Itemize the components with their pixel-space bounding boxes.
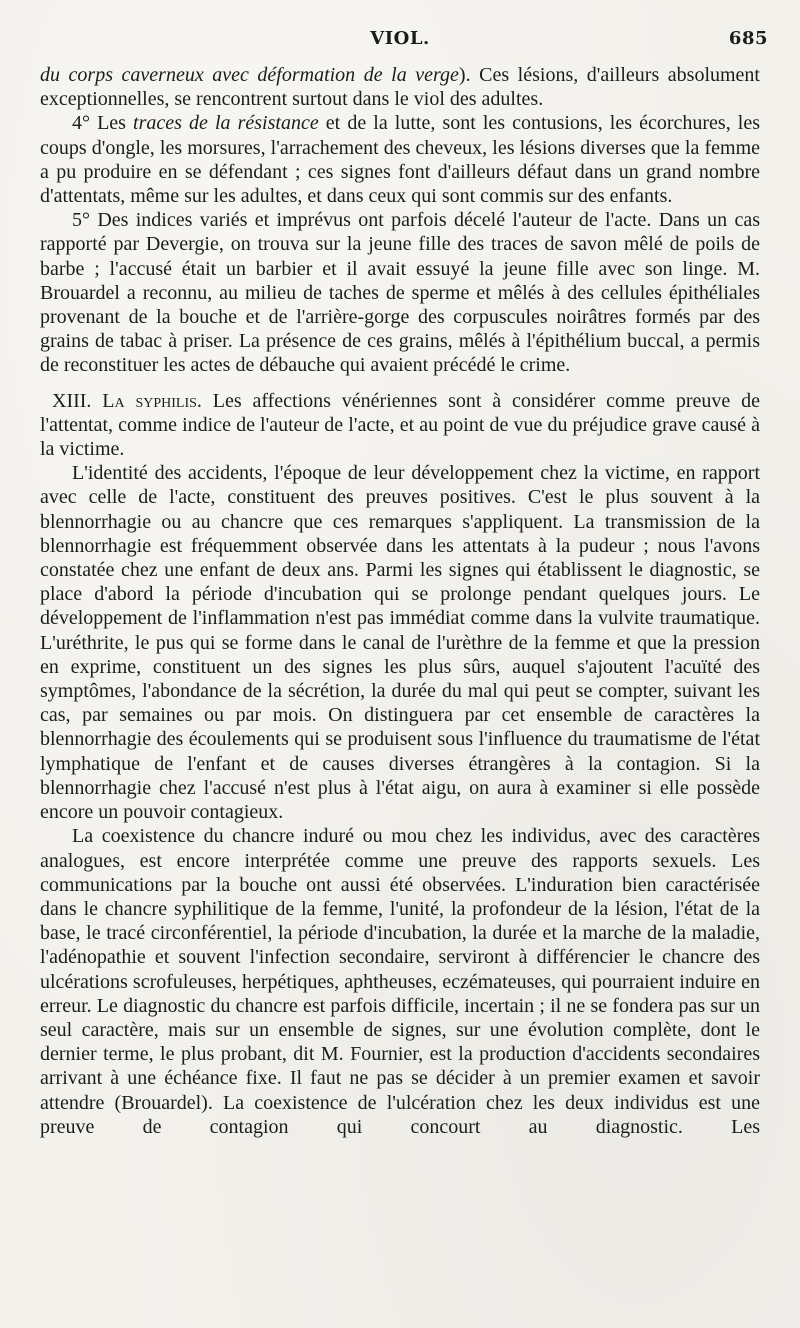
- section-number: XIII.: [52, 389, 92, 412]
- paragraph-text: 4° Les: [72, 112, 134, 135]
- paragraph-chancre: [40, 824, 760, 1139]
- paragraph-blennorrhagie: [40, 461, 760, 824]
- section-syphilis: [40, 389, 760, 462]
- page-number: 685: [728, 28, 768, 49]
- running-header: [40, 28, 768, 54]
- italic-text: traces de la résistance: [133, 112, 319, 135]
- page-body: [40, 63, 760, 1139]
- italic-text: du corps caverneux avec déformation de la verge: [40, 64, 459, 86]
- paragraph-text: L'identité des accidents, l'époque de leur développement chez la victime, en rapport avec celle de l'acte, constituent des preuves positives. C'est le plus souvent à la blennorrhagie ou au chancre que ces remarques s'appliquent. La transmission de la blennorrhagie est fréquemment observée dans les attentats à la pudeur ; nous l'avons constatée chez une enfant de deux ans. Parmi les signes qui établissent le diagnostic, se place d'abord la période d'incubation qui se prolonge pendant quelques jours. Le développement de l'inflammation n'est pas immédiat comme dans la vulvite traumatique. L'uréthrite, le pus qui se forme dans le canal de l'urèthre de la femme et que la pression en exprime, constituent un des signes les plus sûrs, auquel s'ajoutent l'acuïté des symptômes, l'abondance de la sécrétion, la durée du mal qui peut se compter, suivant les cas, par semaines ou par mois. On distinguera par cet ensemble de caractères la blennorrhagie des écoulements qui se produisent sous l'influence du traumatisme de l'état lymphatique de l'enfant et de causes diverses étrangères à la contagion. Si la blennorrhagie chez l'accusé n'est plus à l'état aigu, on aura à examiner si elle possède encore un pouvoir contagieux.: [40, 462, 760, 824]
- running-title: VIOL.: [370, 28, 430, 49]
- paragraph-text: La coexistence du chancre induré ou mou chez les individus, avec des caractères analogues, est encore interprétée comme une preuve des rapports sexuels. Les communications par la bouche ont aussi été observées. L'induration bien caractérisée dans le chancre syphilitique de la femme, l'unité, la profondeur de la lésion, l'état de la base, le tracé circonférentiel, la période d'incubation, la durée et la marche de la maladie, l'adénopathie et souvent l'infection secondaire, serviront à différencier le chancre des ulcérations scrofuleuses, herpétiques, aphtheuses, eczémateuses, qui pourraient induire en erreur. Le diagnostic du chancre est parfois difficile, incertain ; il ne se fondera pas sur un seul caractère, mais sur un ensemble de signes, sur une évolution complète, dont le dernier terme, le plus probant, dit M. Fournier, est la production d'accidents secondaires arrivant à une échéance fixe. Il faut ne pas se décider à un premier examen et savoir attendre (Brouardel). La coexistence de l'ulcération chez les deux individus est une preuve de contagion qui concourt au diagnostic. Les: [40, 825, 760, 1138]
- paragraph-continuation: [40, 63, 760, 111]
- paragraph-text: Les affections vénériennes sont à considérer comme preuve de l'attentat, comme indice de l'auteur de l'acte, et au point de vue du préjudice grave causé à la victime.: [40, 389, 760, 461]
- paragraph-indices: [40, 208, 760, 377]
- paragraph-traces-resistance: [40, 111, 760, 208]
- section-title: La syphilis.: [102, 389, 202, 412]
- paragraph-text: ). Ces lésions, d'ailleurs absolument exceptionnelles, se rencontrent surtout dans le viol des adultes.: [40, 64, 760, 111]
- paragraph-text: et de la lutte, sont les contusions, les écorchures, les coups d'ongle, les morsures, l'arrachement des cheveux, les lésions diverses que la femme a pu produire en se défendant ; ces signes font d'ailleurs défaut dans un grand nombre d'attentats, même sur les adultes, et dans ceux qui sont commis sur des enfants.: [40, 112, 761, 208]
- paragraph-text: 5° Des indices variés et imprévus ont parfois décelé l'auteur de l'acte. Dans un cas rapporté par Devergie, on trouva sur la jeune fille des traces de savon mêlé de poils de barbe ; l'accusé était un barbier et il avait essuyé la jeune fille avec son linge. M. Brouardel a reconnu, au milieu de taches de sperme et mêlés à des cellules épithéliales provenant de la bouche et de l'arrière-gorge des corpuscules noirâtres formés par des grains de tabac à priser. La présence de ces grains, mêlés à l'épithélium buccal, a permis de reconstituer les actes de débauche qui avaient précédé le crime.: [40, 209, 760, 377]
